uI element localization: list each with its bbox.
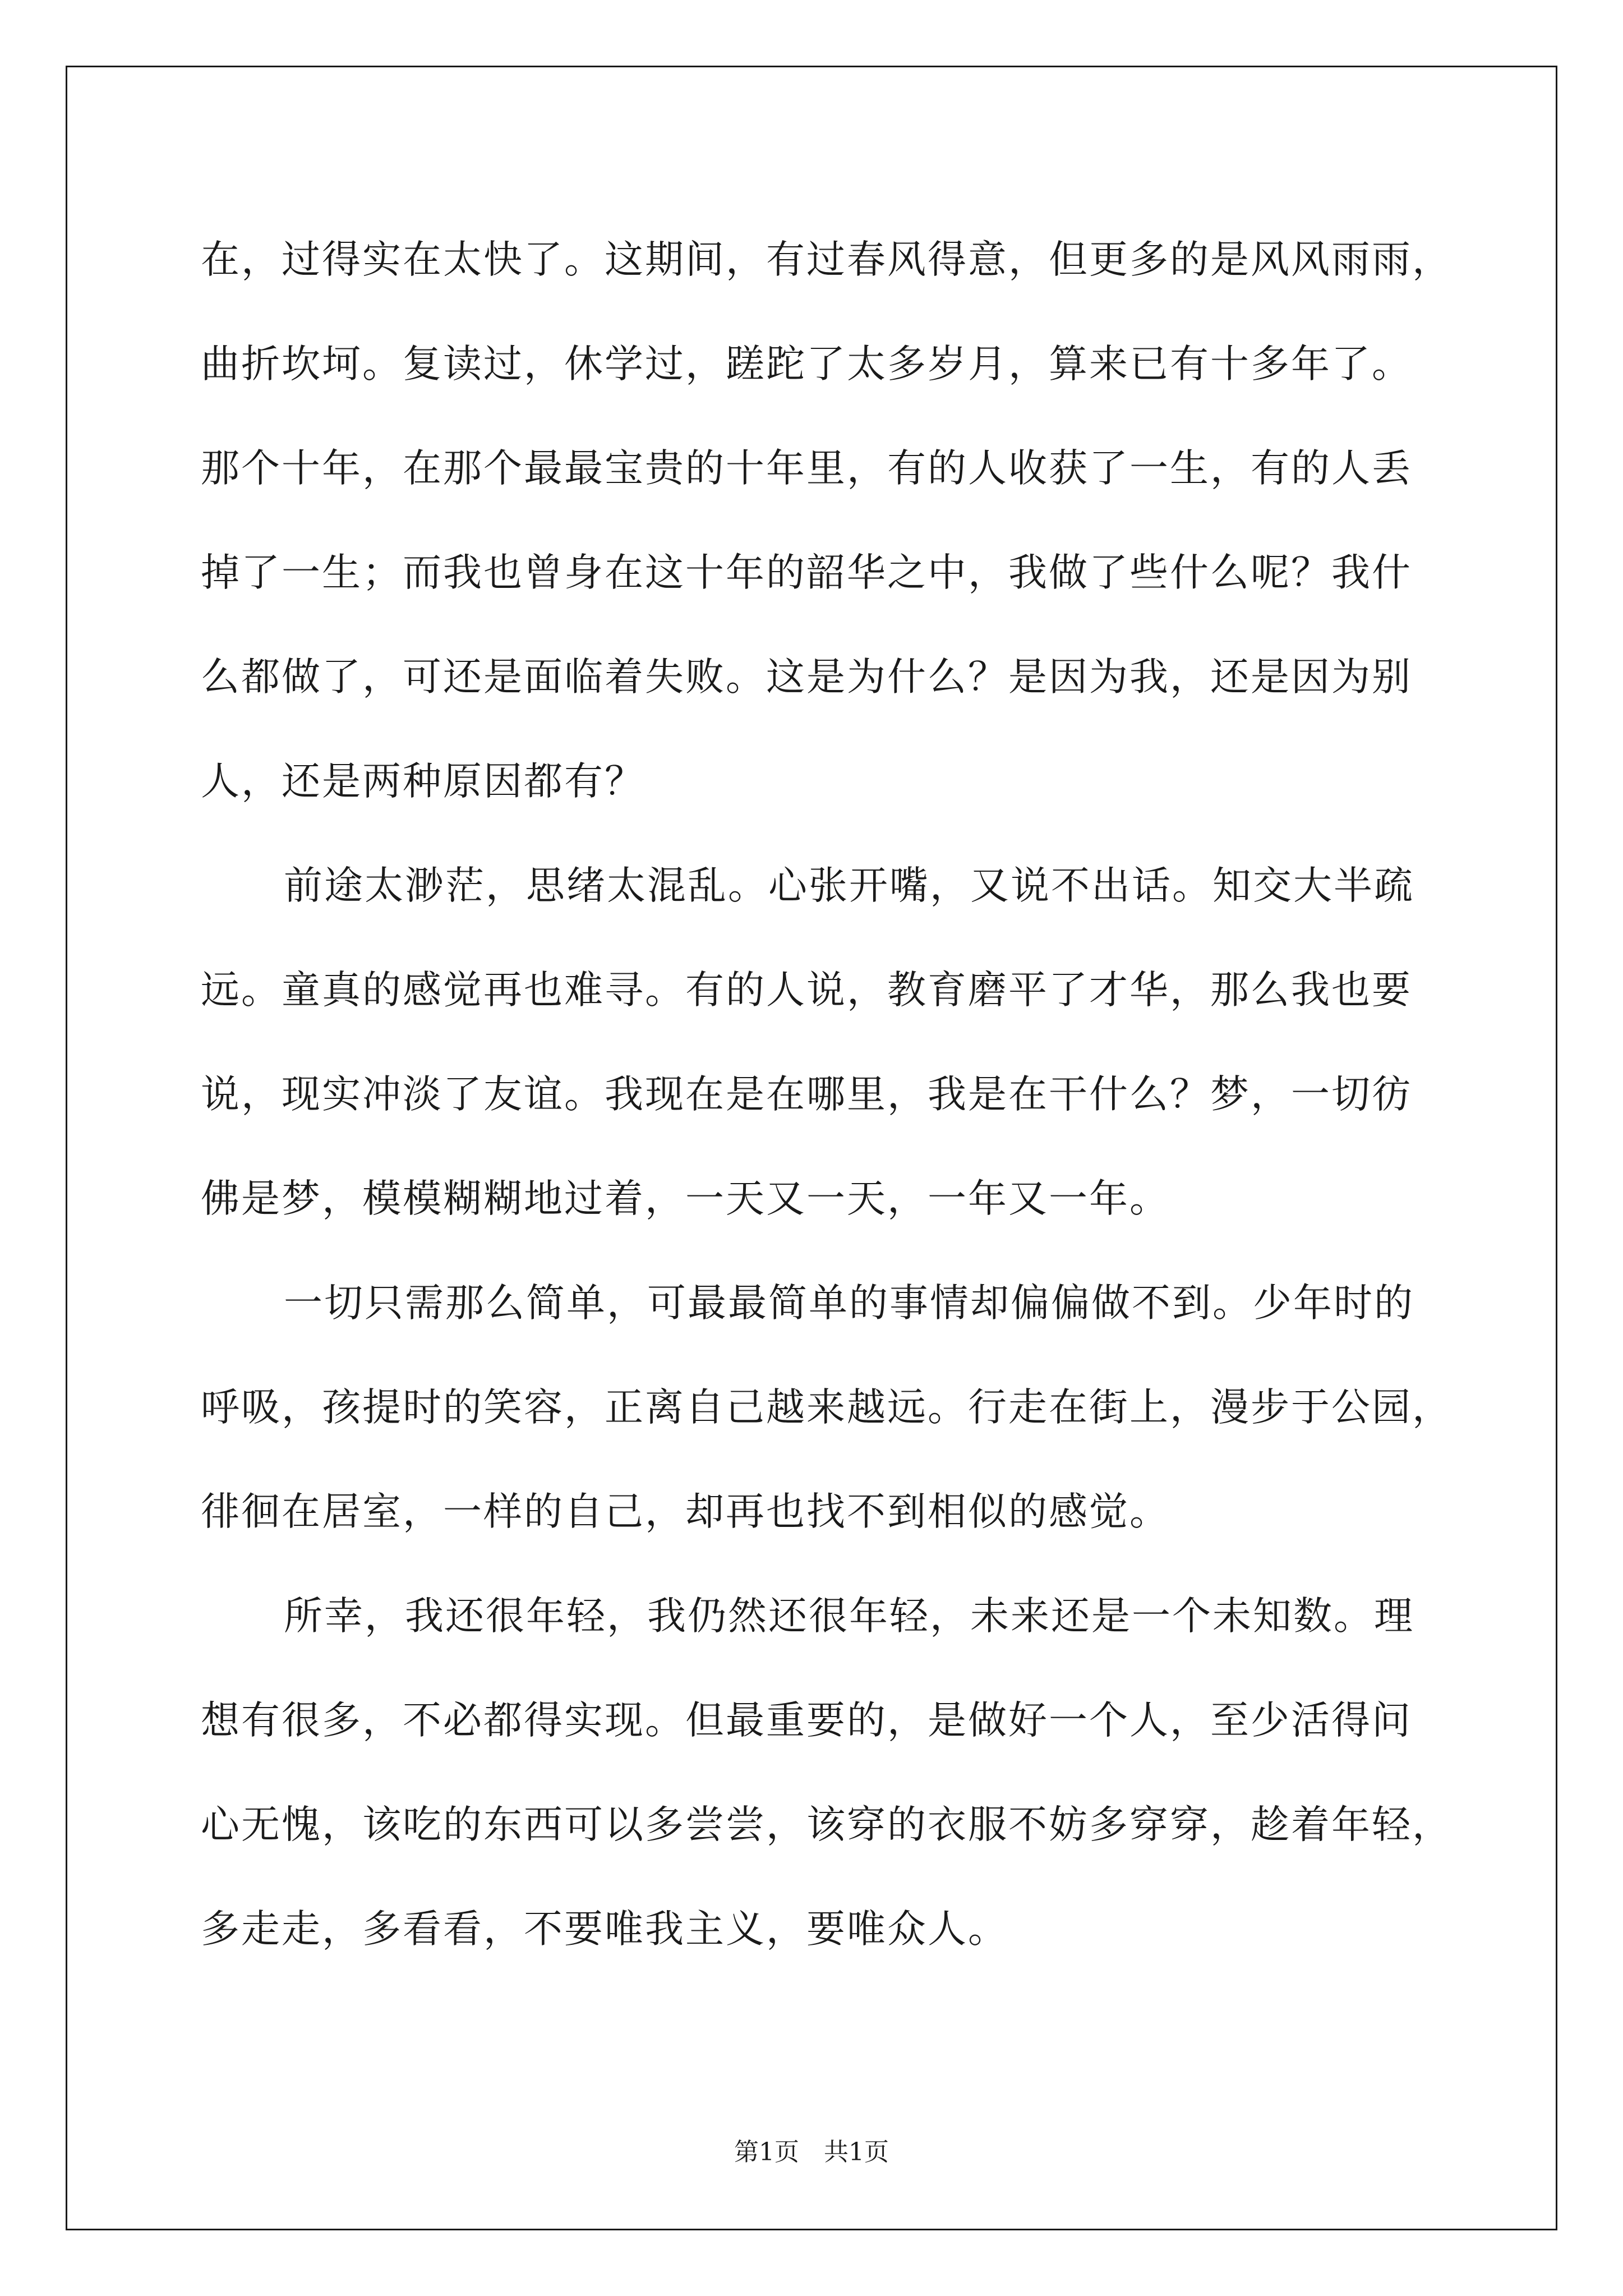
text-line: 么都做了，可还是面临着失败。这是为什么？是因为我，还是因为别 xyxy=(201,655,1412,700)
text-line: 想有很多，不必都得实现。但最重要的，是做好一个人，至少活得问 xyxy=(201,1698,1412,1743)
paragraph-start-line: 前途太渺茫，思绪太混乱。心张开嘴，又说不出话。知交大半疏 xyxy=(284,863,1414,908)
text-line: 佛是梦，模模糊糊地过着，一天又一天，一年又一年。 xyxy=(201,1176,1170,1221)
paragraph-start-line: 所幸，我还很年轻，我仍然还很年轻，未来还是一个未知数。理 xyxy=(284,1594,1414,1639)
text-line: 人，还是两种原因都有？ xyxy=(201,759,645,804)
text-line: 远。童真的感觉再也难寻。有的人说，教育磨平了才华，那么我也要 xyxy=(201,968,1412,1013)
text-line: 说，现实冲淡了友谊。我现在是在哪里，我是在干什么？梦，一切彷 xyxy=(201,1072,1412,1117)
text-line: 徘徊在居室，一样的自己，却再也找不到相似的感觉。 xyxy=(201,1489,1170,1534)
text-line: 曲折坎坷。复读过，休学过，蹉跎了太多岁月，算来已有十多年了。 xyxy=(201,342,1412,386)
text-line: 多走走，多看看，不要唯我主义，要唯众人。 xyxy=(201,1907,1008,1952)
text-line: 在，过得实在太快了。这期间，有过春风得意，但更多的是风风雨雨， xyxy=(201,237,1453,282)
text-line: 掉了一生；而我也曾身在这十年的韶华之中，我做了些什么呢？我什 xyxy=(201,550,1412,595)
text-line: 呼吸，孩提时的笑容，正离自己越来越远。行走在街上，漫步于公园， xyxy=(201,1385,1453,1430)
document-body xyxy=(201,208,1453,1981)
page-number-footer: 第1页 共1页 xyxy=(734,2138,889,2166)
text-line: 那个十年，在那个最最宝贵的十年里，有的人收获了一生，有的人丢 xyxy=(201,446,1412,491)
text-line: 心无愧，该吃的东西可以多尝尝，该穿的衣服不妨多穿穿，趁着年轻， xyxy=(201,1802,1453,1847)
paragraph-start-line: 一切只需那么简单，可最最简单的事情却偏偏做不到。少年时的 xyxy=(284,1281,1414,1326)
